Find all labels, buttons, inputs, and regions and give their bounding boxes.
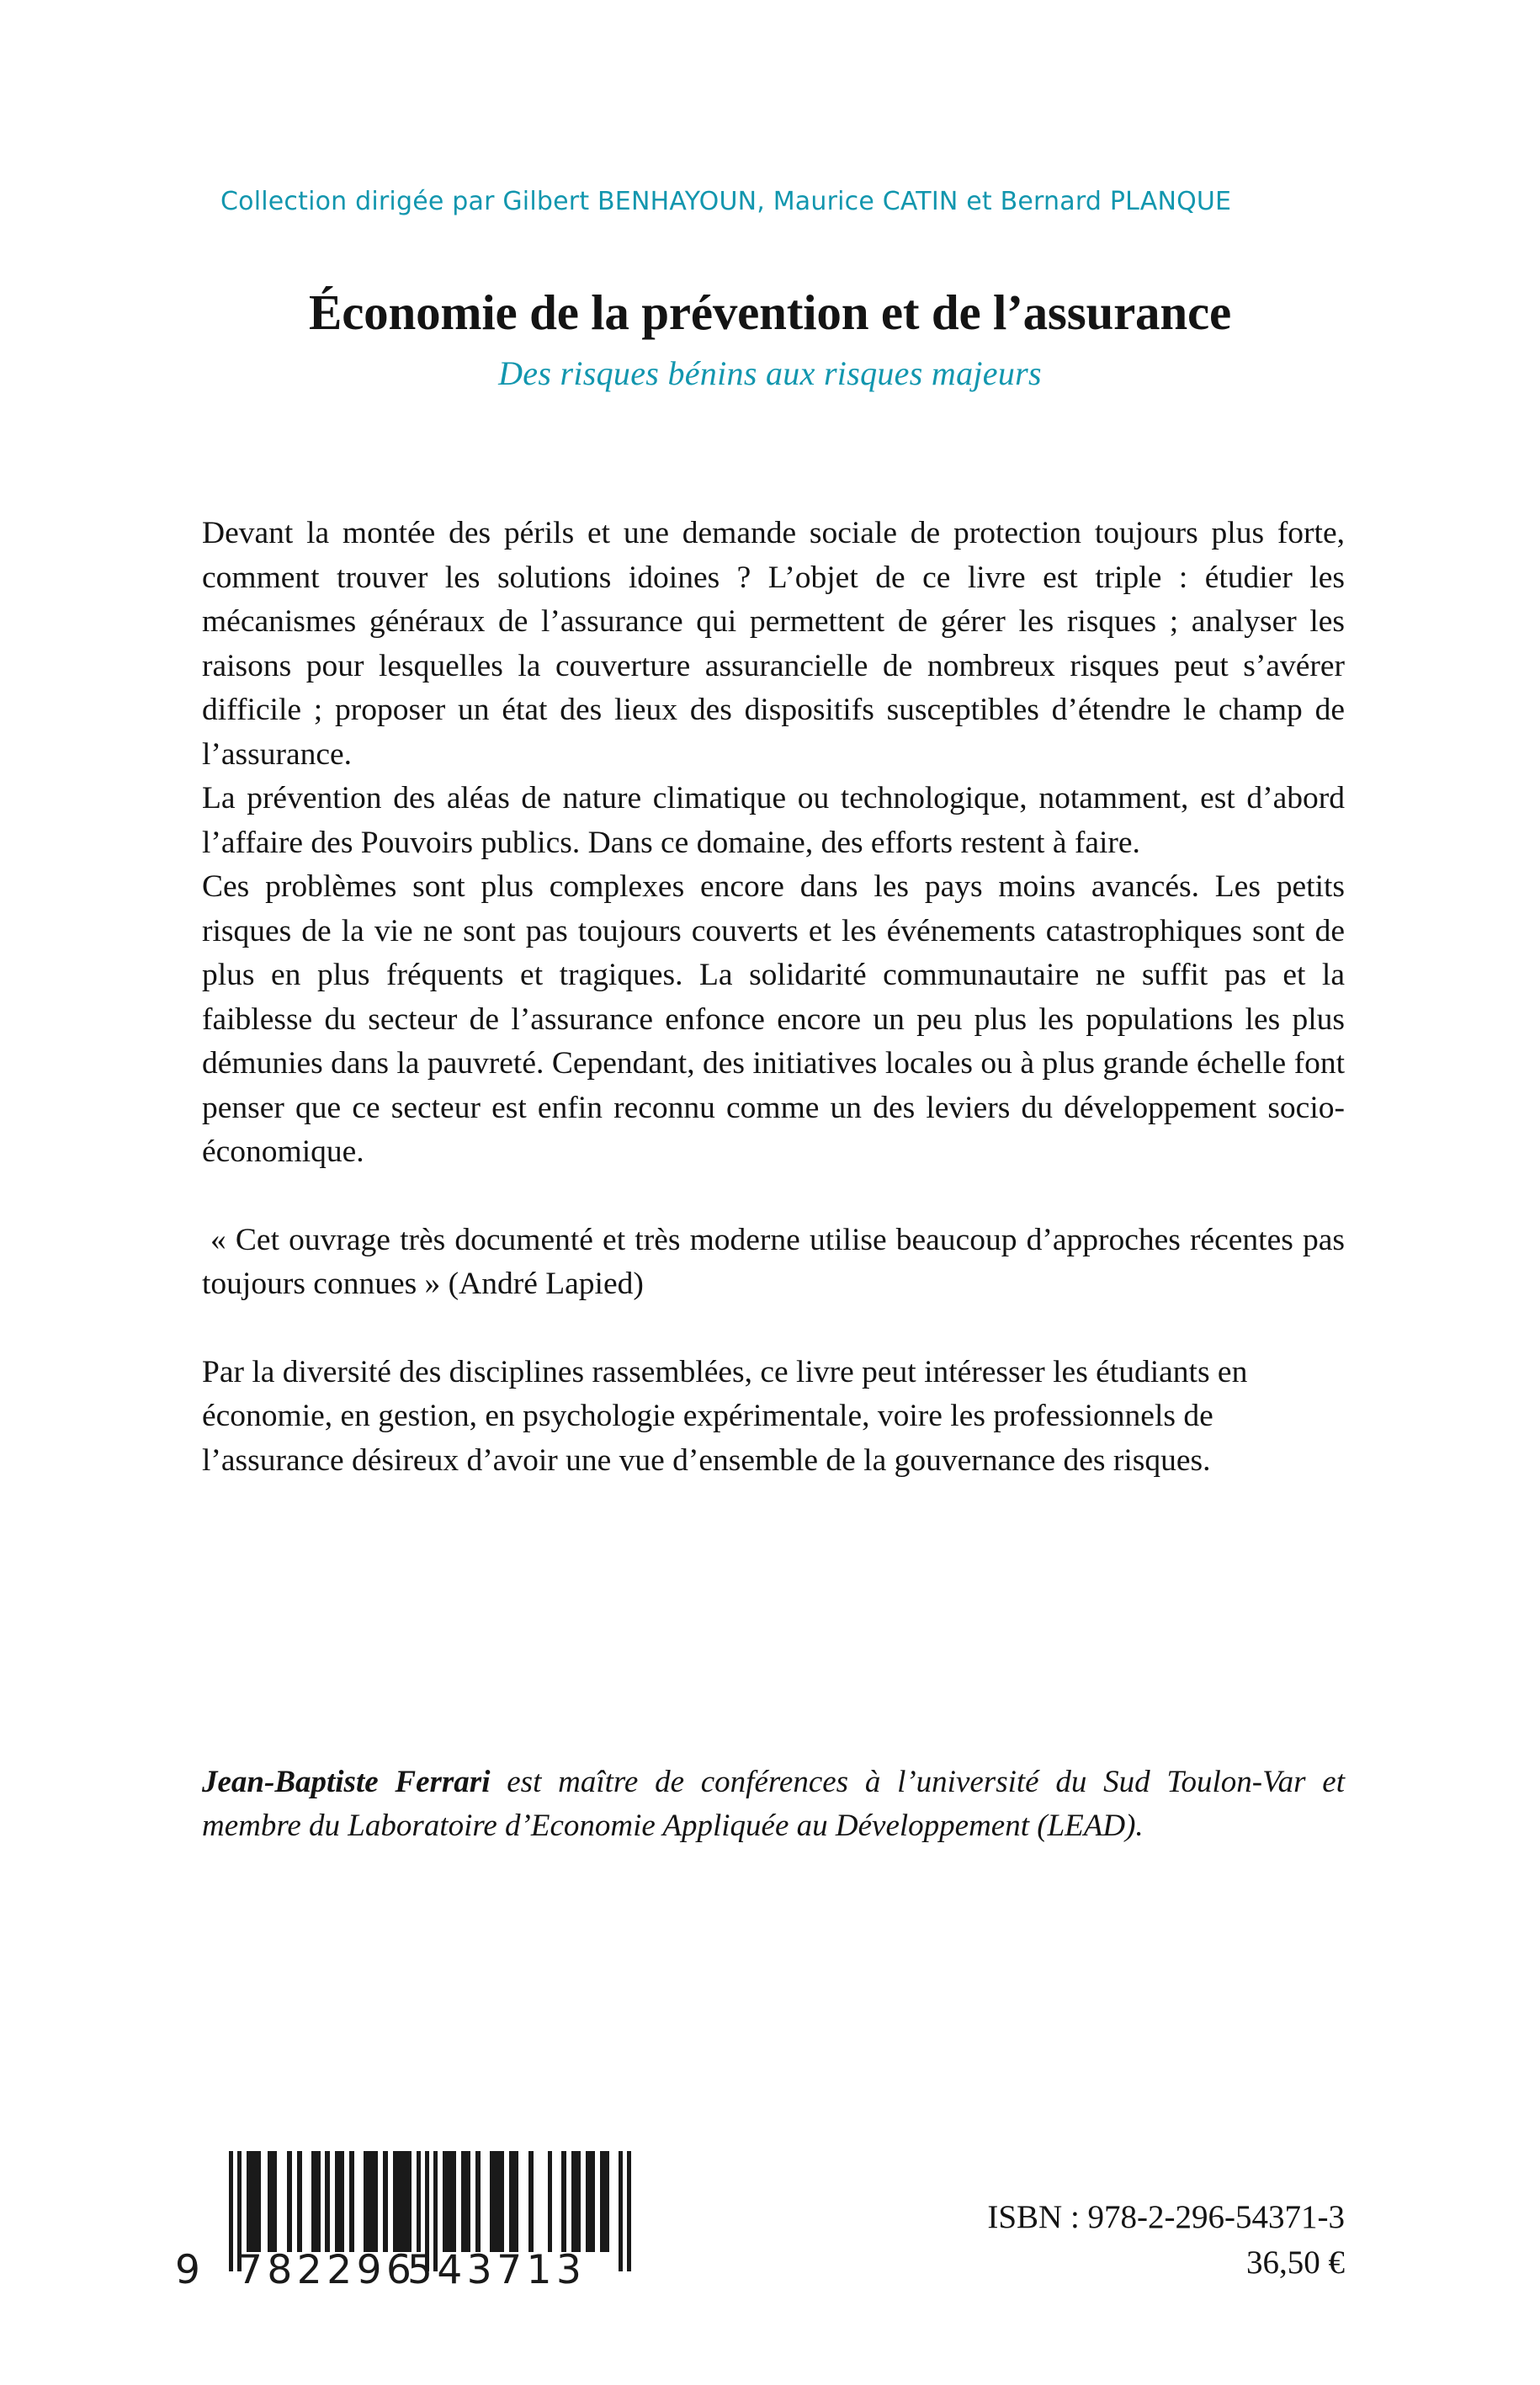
barcode-left-group: 782296: [237, 2247, 417, 2293]
blurb-paragraph-3: Ces problèmes sont plus complexes encore dans les pays moins avancés. Les petits risques de la vie ne sont pas toujours couverts et les événements catastrophiques sont de plus en plus fréquents et tragiques. La solidarité communautaire ne suffit pas et la faiblesse du secteur de l’assurance enfonce encore un peu plus les populations les plus démunies dans la pauvreté. Cependant, des initiatives locales ou à plus grande échelle font penser que ce secteur est enfin reconnu comme un des leviers du développement socio-économique.: [202, 869, 1345, 1169]
isbn-text: ISBN : 978-2-296-54371-3: [987, 2199, 1345, 2235]
collection-editors-line: Collection dirigée par Gilbert BENHAYOUN, Maurice CATIN et Bernard PLANQUE: [220, 187, 1232, 216]
title-block: [194, 286, 1346, 393]
blurb-body: [202, 512, 1345, 1483]
barcode-lead-digit: 9: [175, 2247, 201, 2293]
page-subtitle: Des risques bénins aux risques majeurs: [498, 353, 1042, 392]
blurb-paragraph-2: La prévention des aléas de nature climatique ou technologique, notamment, est d’abord l’affaire des Pouvoirs publics. Dans ce domaine, des efforts restent à faire.: [202, 781, 1345, 860]
blurb-quote: « Cet ouvrage très documenté et très moderne utilise beaucoup d’approches récentes pas toujours connues » (André Lapied): [202, 1222, 1345, 1301]
barcode-digits: [175, 2247, 587, 2297]
isbn-price-block: [987, 2195, 1345, 2286]
blurb-paragraph-1: Devant la montée des périls et une demande sociale de protection toujours plus forte, comment trouver les solutions idoines ? L’objet de ce livre est triple : étudier les mécanismes généraux de l’assurance qui permettent de gérer les risques ; analyser les raisons pour lesquelles la couverture assurancielle de nombreux risques peut s’avérer difficile ; proposer un état des lieux des dispositifs susceptibles d’étendre le champ de l’assurance.: [202, 516, 1345, 772]
barcode-right-group: 543713: [407, 2247, 587, 2293]
price-text: 36,50 €: [1246, 2244, 1345, 2281]
page-title: Économie de la prévention et de l’assurance: [309, 284, 1231, 340]
barcode: [175, 2144, 587, 2321]
blurb-paragraph-4: Par la diversité des disciplines rassemblées, ce livre peut intéresser les étudiants en économie, en gestion, en psychologie expérimentale, voire les professionnels de l’assurance désireux d’avoir une vue d’ensemble de la gouvernance des risques.: [202, 1354, 1248, 1478]
author-bio: [202, 1761, 1345, 1848]
author-name: Jean-Baptiste Ferrari: [202, 1765, 491, 1799]
author-bio-text: est maître de conférences à l’université du Sud Toulon-Var et membre du Laboratoire d’Economie Appliquée au Développement (LEAD).: [202, 1765, 1345, 1843]
